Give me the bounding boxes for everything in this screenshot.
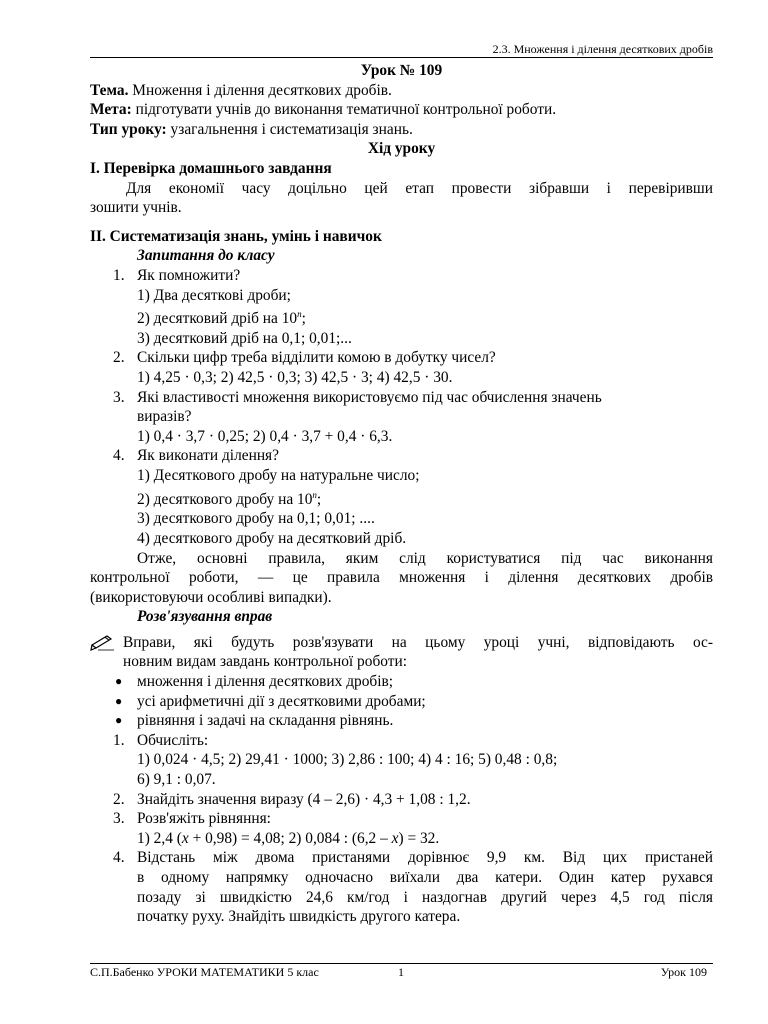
conclusion-paragraph: Отже, основні правила, яким слід користуватися під час виконання	[137, 549, 713, 567]
question-number: 3.	[113, 388, 125, 406]
question-text: Як виконати ділення?	[137, 447, 279, 465]
variable: x	[391, 829, 399, 847]
conclusion-paragraph-cont: контрольної роботи, — це правила множення і ділення десяткових дробів	[90, 569, 713, 587]
topic-line	[90, 81, 713, 101]
equation-text: + 0,98) = 4,08; 2) 0,084 : (6,2 –	[188, 829, 392, 847]
exercise-item	[90, 829, 713, 849]
exercise-number: 1.	[113, 731, 125, 749]
question-4	[90, 446, 713, 466]
question-number: 2.	[113, 349, 125, 367]
questions-heading: Запитання до класу	[137, 247, 275, 265]
note-text: Вправи, які будуть розв'язувати на цьому уроці учні, відповідають ос-	[123, 633, 713, 651]
question-2	[90, 348, 713, 368]
question-text: Як помножити?	[137, 266, 241, 284]
type-line	[90, 120, 713, 140]
bullet-item	[90, 672, 713, 692]
section-1-paragraph-end: зошити учнів.	[90, 199, 182, 217]
exercise-text: Відстань між двома пристанями дорівнює 9,9 км. Від цих пристаней	[137, 849, 713, 867]
exercise-text: Знайдіть значення виразу (4 – 2,6) · 4,3 + 1,08 : 1,2.	[137, 790, 471, 808]
question-item: 4) десяткового дробу на десятковий дріб.	[137, 529, 407, 547]
bullet-text: рівняння і задачі на складання рівнянь.	[137, 712, 394, 730]
footer-rule	[90, 963, 713, 964]
exercise-2	[90, 790, 713, 810]
exercises-heading: Розв'язування вправ	[137, 608, 273, 626]
note-text-cont: новним видам завдань контрольної роботи:	[123, 653, 408, 671]
document-page	[90, 0, 713, 1024]
bullet-text: усі арифметичні дії з десятковими дробами;	[137, 692, 426, 710]
question-text-cont: виразів?	[137, 408, 192, 426]
exercise-text-end: початку руху. Знайдіть швидкість другого катера.	[137, 908, 461, 926]
variable: x	[181, 829, 189, 847]
item-text: 2) десяткового дробу на 10	[137, 490, 313, 508]
item-text: ;	[301, 310, 306, 328]
exercise-text-cont: позаду зі швидкістю 24,6 км/год і наздогнав другий через 4,5 год після	[137, 888, 713, 906]
exercise-number: 3.	[113, 810, 125, 828]
footer-lesson-label: Урок 109	[660, 965, 707, 979]
conclusion-paragraph-end: (використовуючи особливі випадки).	[90, 588, 332, 606]
exercise-4	[90, 848, 713, 868]
pencil-icon	[90, 633, 116, 657]
goal-text: підготувати учнів до виконання тематичної контрольної роботи.	[135, 101, 557, 119]
footer-page-number: 1	[398, 965, 404, 979]
equation-text: ) = 32.	[398, 829, 440, 847]
question-item: 1) Два десяткові дроби;	[137, 286, 291, 304]
bullet-text: множення і ділення десяткових дробів;	[137, 673, 394, 691]
exercise-number: 2.	[113, 790, 125, 808]
section-1-paragraph: Для економії часу доцільно цей етап провести зібравши і перевіривши	[126, 179, 713, 197]
lesson-title: Урок № 109	[360, 62, 443, 79]
question-number: 4.	[113, 447, 125, 465]
running-header: 2.3. Множення і ділення десяткових дробів	[492, 42, 713, 56]
exponent: n	[297, 309, 302, 320]
topic-text: Множення і ділення десяткових дробів.	[132, 81, 392, 99]
exercise-item: 6) 9,1 : 0,07.	[137, 771, 216, 789]
question-3	[90, 388, 713, 408]
exercise-1	[90, 731, 713, 751]
footer-book-title: С.П.Бабенко УРОКИ МАТЕМАТИКИ 5 клас	[90, 965, 319, 979]
question-item: 1) Десяткового дробу на натуральне число;	[137, 467, 420, 484]
equation-text: 1) 2,4 (	[137, 829, 182, 847]
bullet-item	[90, 711, 713, 731]
question-number: 1.	[113, 266, 125, 284]
section-1-heading: І. Перевірка домашнього завдання	[90, 159, 332, 177]
question-item	[90, 486, 713, 510]
exponent: n	[312, 489, 317, 500]
question-item: 3) десяткового дробу на 0,1; 0,01; ....	[137, 510, 375, 528]
topic-label: Тема.	[90, 81, 129, 99]
bullet-icon: ●	[115, 674, 123, 689]
exercise-text: Розв'яжіть рівняння:	[137, 810, 271, 828]
course-heading: Хід уроку	[367, 140, 436, 158]
question-1	[90, 266, 713, 286]
header-rule	[90, 57, 713, 58]
question-item	[90, 305, 713, 329]
exercise-3	[90, 809, 713, 829]
question-item: 1) 4,25 · 0,3; 2) 42,5 · 0,3; 3) 42,5 · 3; 4) 42,5 · 30.	[137, 369, 453, 387]
lesson-content	[90, 61, 713, 927]
type-text: узагальнення і систематизація знань.	[170, 120, 413, 138]
exercise-text-cont: в одному напрямку одночасно виїхали два катери. Один катер рухався	[137, 869, 713, 886]
type-label: Тип уроку:	[90, 120, 167, 138]
question-item: 3) десятковий дріб на 0,1; 0,01;...	[137, 329, 352, 347]
question-text: Скільки цифр треба відділити комою в добутку чисел?	[137, 349, 496, 367]
bullet-item	[90, 692, 713, 712]
goal-line	[90, 100, 713, 120]
exercise-text: Обчисліть:	[137, 731, 209, 749]
section-2-heading: ІІ. Систематизація знань, умінь і навичок	[90, 227, 382, 245]
goal-label: Мета:	[90, 101, 132, 119]
teacher-note	[90, 633, 713, 653]
bullet-icon: ●	[115, 693, 123, 708]
question-text: Які властивості множення використовуємо під час обчислення значень	[137, 388, 602, 406]
question-item: 1) 0,4 · 3,7 · 0,25; 2) 0,4 · 3,7 + 0,4 · 6,3.	[137, 427, 393, 445]
item-text: ;	[316, 490, 322, 508]
item-text: 2) десятковий дріб на 10	[137, 310, 298, 328]
exercise-number: 4.	[113, 849, 125, 867]
bullet-icon: ●	[115, 713, 123, 728]
exercise-item: 1) 0,024 · 4,5; 2) 29,41 · 1000; 3) 2,86 : 100; 4) 4 : 16; 5) 0,48 : 0,8;	[137, 751, 558, 769]
